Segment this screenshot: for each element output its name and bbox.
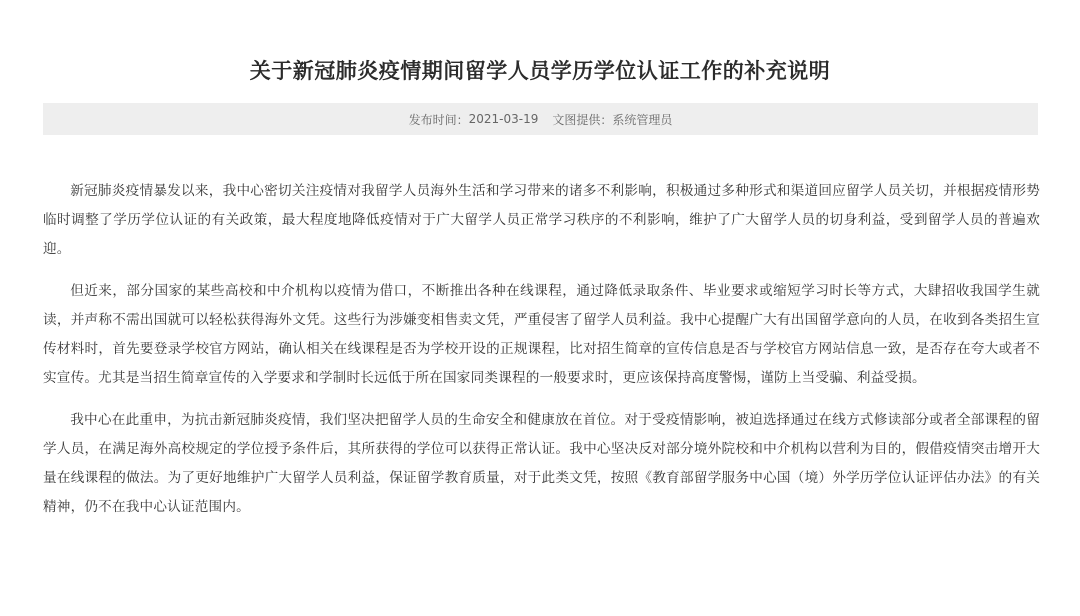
article-meta-bar (43, 103, 1038, 135)
article-title: 关于新冠肺炎疫情期间留学人员学历学位认证工作的补充说明 (249, 59, 831, 84)
publish-date: 2021-03-19 (468, 112, 539, 126)
publish-label: 发布时间： (408, 112, 469, 127)
source-label: 文图提供： (552, 112, 613, 127)
paragraph: 新冠肺炎疫情暴发以来，我中心密切关注疫情对我留学人员海外生活和学习带来的诸多不利影响，积极通过多种形式和渠道回应留学人员关切，并根据疫情形势临时调整了学历学位认证的有关政策，最大程度地降低疫情对于广大留学人员正常学习秩序的不利影响，维护了广大留学人员的切身利益，受到留学人员的普遍欢迎。 (43, 183, 1040, 257)
paragraph: 我中心在此重申，为抗击新冠肺炎疫情，我们坚决把留学人员的生命安全和健康放在首位。对于受疫情影响，被迫选择通过在线方式修读部分或者全部课程的留学人员，在满足海外高校规定的学位授予条件后，其所获得的学位可以获得正常认证。我中心坚决反对部分境外院校和中介机构以营利为目的，假借疫情突击增开大量在线课程的做法。为了更好地维护广大留学人员利益，保证留学教育质量，对于此类文凭，按照《教育部留学服务中心国（境）外学历学位认证评估办法》的有关精神，仍不在我中心认证范围内。 (43, 412, 1040, 515)
paragraph: 但近来，部分国家的某些高校和中介机构以疫情为借口，不断推出各种在线课程，通过降低录取条件、毕业要求或缩短学习时长等方式，大肆招收我国学生就读，并声称不需出国就可以轻松获得海外文凭。这些行为涉嫌变相售卖文凭，严重侵害了留学人员利益。我中心提醒广大有出国留学意向的人员，在收到各类招生宣传材料时，首先要登录学校官方网站，确认相关在线课程是否为学校开设的正规课程，比对招生简章的宣传信息是否与学校官方网站信息一致，是否存在夸大或者不实宣传。尤其是当招生简章宣传的入学要求和学制时长远低于所在国家同类课程的一般要求时，更应该保持高度警惕，谨防上当受骗、利益受损。 (43, 283, 1040, 386)
source-value: 系统管理员 (612, 112, 673, 127)
article-body (43, 177, 1040, 535)
